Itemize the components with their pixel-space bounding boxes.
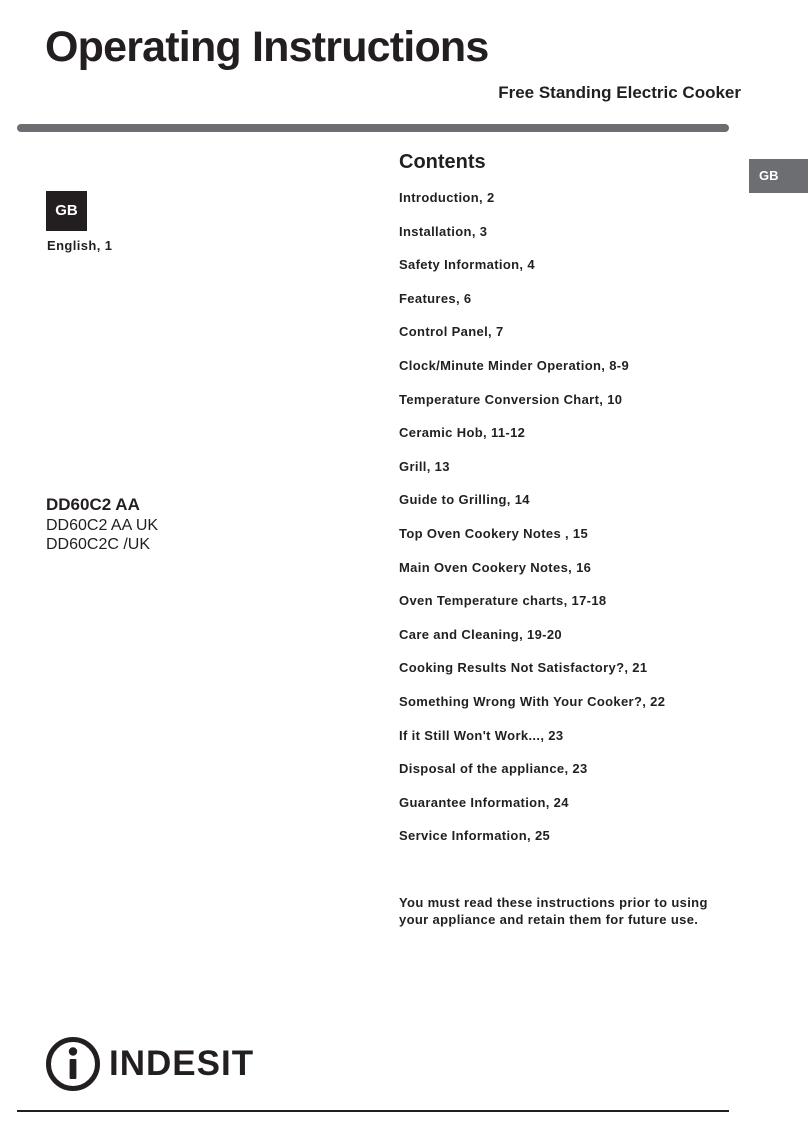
language-badge: GB — [46, 191, 87, 231]
page-title: Operating Instructions — [45, 23, 489, 71]
toc-item: Care and Cleaning, 19-20 — [399, 626, 563, 642]
language-entry: English, 1 — [47, 238, 113, 253]
model-primary: DD60C2 AA — [46, 495, 140, 514]
footer-divider — [17, 1110, 729, 1112]
toc-item: Service Information, 25 — [399, 828, 551, 844]
toc-item: If it Still Won't Work..., 23 — [399, 727, 564, 743]
header-divider — [17, 124, 729, 132]
contents-heading: Contents — [399, 151, 486, 173]
toc-item: Main Oven Cookery Notes, 16 — [399, 559, 592, 575]
brand-footer — [45, 1036, 254, 1092]
model-alternate: DD60C2C /UK — [46, 536, 151, 553]
language-side-tab: GB — [749, 159, 808, 193]
table-of-contents — [399, 189, 739, 861]
toc-item: Guarantee Information, 24 — [399, 794, 569, 810]
document-subtitle: Free Standing Electric Cooker — [498, 83, 741, 102]
toc-item: Temperature Conversion Chart, 10 — [399, 391, 623, 407]
toc-item: Disposal of the appliance, 23 — [399, 761, 588, 777]
toc-item: Installation, 3 — [399, 223, 488, 239]
toc-item: Guide to Grilling, 14 — [399, 492, 530, 508]
toc-item: Control Panel, 7 — [399, 324, 504, 340]
toc-item: Cooking Results Not Satisfactory?, 21 — [399, 660, 648, 676]
toc-item: Introduction, 2 — [399, 190, 495, 205]
toc-item: Something Wrong With Your Cooker?, 22 — [399, 693, 666, 709]
usage-notice: You must read these instructions prior to using your appliance and retain them for future use. — [399, 895, 708, 927]
model-list — [46, 495, 158, 554]
toc-item: Clock/Minute Minder Operation, 8-9 — [399, 357, 630, 373]
toc-item: Grill, 13 — [399, 458, 450, 474]
model-alternate: DD60C2 AA UK — [46, 517, 159, 534]
toc-item: Oven Temperature charts, 17-18 — [399, 593, 607, 609]
toc-item: Top Oven Cookery Notes , 15 — [399, 525, 589, 541]
indesit-logo-icon — [45, 1036, 101, 1092]
brand-name: INDESIT — [109, 1044, 255, 1083]
toc-item: Ceramic Hob, 11-12 — [399, 425, 526, 441]
toc-item: Features, 6 — [399, 290, 472, 306]
toc-item: Safety Information, 4 — [399, 257, 535, 273]
